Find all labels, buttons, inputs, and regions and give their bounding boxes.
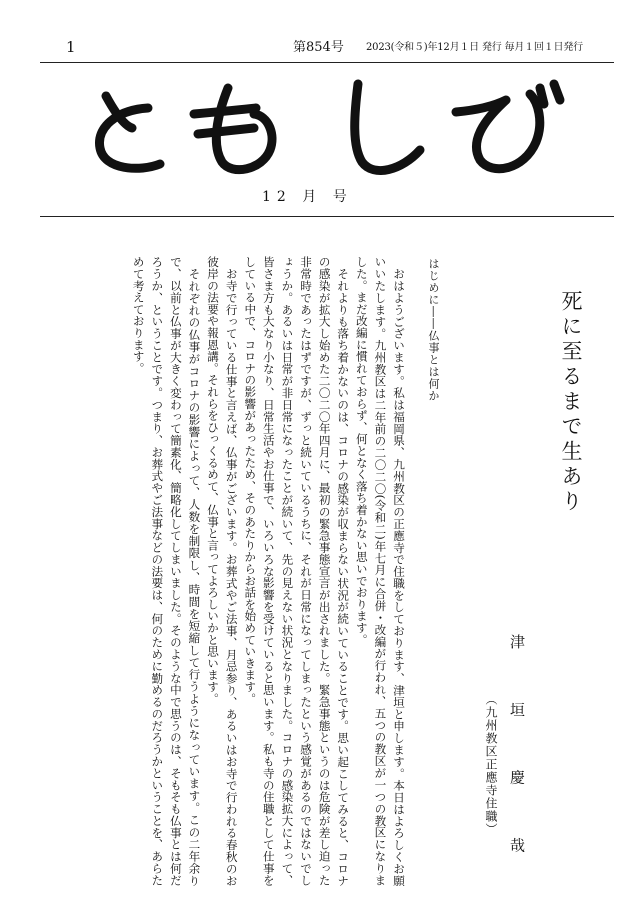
body-paragraph: お寺で行っている仕事と言えば、仏事がございます。お葬式やご法事、月忌参り、あるいはお寺で行われる春秋のお彼岸の法要や報恩講。それらをひっくるめて、仏事と言ってよろしいかと思います。	[206, 256, 239, 886]
section-heading: はじめに――仏事とは何か	[427, 258, 440, 402]
body-paragraph: おはようございます。私は福岡県、九州教区の正應寺で住職をしております、津垣と申します。本日はよろしくお願いいたします。九州教区は二年前の二〇二〇(令和二)年七月に合併・改編が行われ、五つの教区が一つの教区になりました。まだ改編に慣れておらず、何となく落ち着かない思いでおります。	[354, 256, 406, 886]
article-title: 死に至るまで生あり	[559, 290, 583, 515]
issue-number: 第854号	[293, 40, 344, 55]
page-number: 1	[66, 38, 76, 56]
article-body	[110, 256, 408, 886]
author-name: 津 垣 慶 哉	[508, 634, 526, 877]
author-affiliation: （九州教区正應寺住職）	[484, 693, 498, 836]
issue-date: 2023(令和５)年12月１日 発行 毎月１回１日発行	[366, 42, 583, 53]
header-rule	[40, 62, 614, 63]
body-paragraph: それよりも落ち着かないのは、コロナの感染が収まらない状況が続いていることです。思い起こしてみると、コロナの感染が拡大し始めた二〇二〇年四月に、最初の緊急事態宣言が出されました。緊急事態というのは危険が差し迫った非常時であったはずですが、ずっと続いているうちに、それが日常になってしまったという感覚があるのではないでしょうか。あるいは日常が非日常になったことが続いて、先の見えない状況となりました。コロナの感染拡大によって、皆さま方も大なり小なり、日常生活やお仕事で、いろいろな影響を受けていると思います。私も寺の住職として仕事をしている中で、コロナの影響があったため、そのあたりからお話を始めていきます。	[243, 256, 351, 886]
body-paragraph: それぞれの仏事がコロナの影響によって、人数を制限し、時間を短縮して行うようになっています。この二年余りで、以前と仏事が大きく変わって簡素化、簡略化してしまいました。そのような中で思うのは、そもそも仏事とは何だろうか、ということです。つまり、お葬式やご法事などの法要は、何のために勤めるのだろうかということを、あらためて考えております。	[131, 256, 202, 886]
masthead-rule	[40, 216, 614, 217]
masthead-logo	[66, 66, 606, 186]
issue-subtitle: 12 月 号	[262, 189, 353, 205]
